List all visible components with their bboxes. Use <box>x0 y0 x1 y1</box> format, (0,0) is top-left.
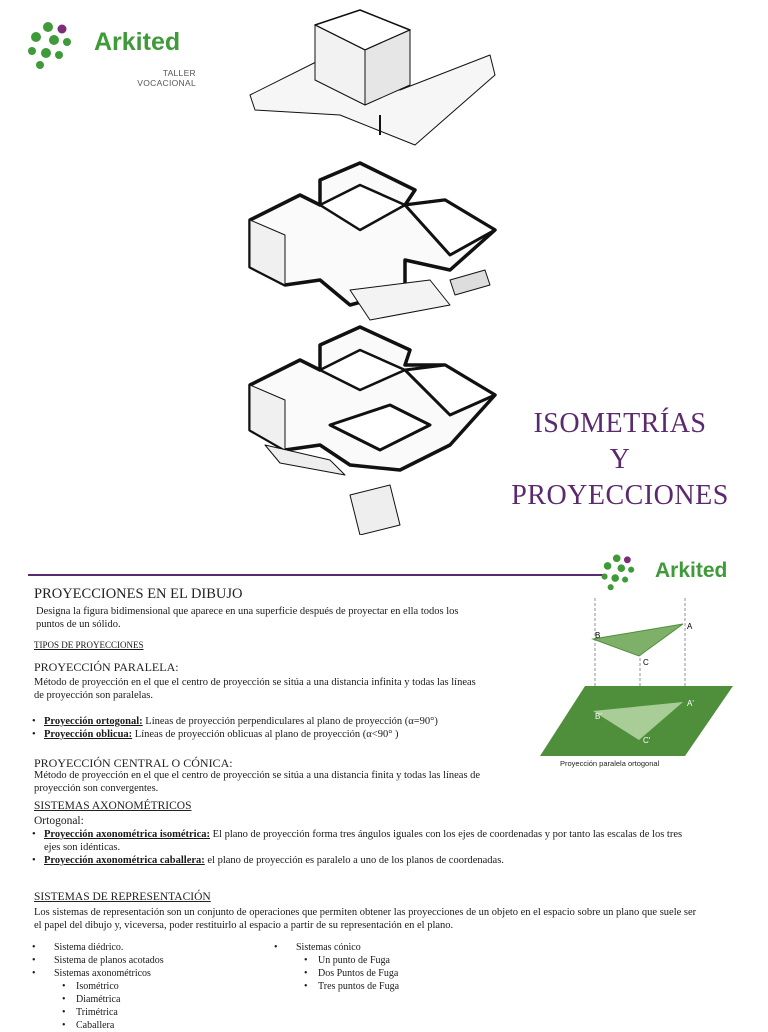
ground-floor-level <box>250 327 495 535</box>
list-item: • Sistemas cónico <box>270 941 500 954</box>
rep-list-right <box>270 941 500 993</box>
term-text: El plano de proyección forma tres ángulos iguales con los ejes de coordenadas y por tanto las escalas de los tres <box>210 829 683 840</box>
term-label: Proyección oblicua: <box>44 729 133 740</box>
upper-floor-level <box>250 163 495 320</box>
cover-logo <box>26 20 201 90</box>
term-label: Proyección axonométrica isométrica: <box>44 829 210 840</box>
text-line: de proyección son paralelas. <box>34 690 153 701</box>
list-item <box>28 728 508 741</box>
label-c-prime: C' <box>643 736 651 745</box>
list-item <box>28 715 508 728</box>
isometric-house-illustration <box>240 5 500 535</box>
title-line-2: Y <box>609 444 631 475</box>
text-line: el papel del dibujo y, viceversa, poder restituirlo al espacio a partir de su representación en el plano. <box>34 920 454 931</box>
title-line-3: PROYECCIONES <box>511 480 729 511</box>
text-line: proyección son convergentes. <box>34 783 159 794</box>
section-divider <box>28 574 603 576</box>
title-line-1: ISOMETRÍAS <box>533 408 707 439</box>
page2-logo <box>600 553 750 593</box>
list-item: • Isométrico <box>58 980 258 993</box>
label-a: A <box>687 622 693 631</box>
paralela-heading: PROYECCIÓN PARALELA: <box>34 660 179 674</box>
brand-name: Arkited <box>94 28 181 56</box>
term-text: Líneas de proyección perpendiculares al plano de proyección (α=90°) <box>142 716 438 727</box>
text-line: puntos de un sólido. <box>36 619 121 630</box>
arkited-logo-icon <box>26 20 76 70</box>
cover-title <box>500 406 740 514</box>
term-label: Proyección axonométrica caballera: <box>44 855 205 866</box>
text-line: Método de proyección en el que el centro de proyección se sitúa a una distancia infinita y todas las líneas <box>34 677 476 688</box>
list-item: • Diamétrica <box>58 993 258 1006</box>
axono-list <box>28 828 740 867</box>
list-item: • Sistema de planos acotados <box>28 954 258 967</box>
text-line: Designa la figura bidimensional que aparece en una superficie después de proyectar en ella todos los <box>36 606 459 617</box>
label-b: B <box>595 631 601 640</box>
rep-text <box>34 906 750 932</box>
term-text: Líneas de proyección oblicuas al plano de proyección (α<90° ) <box>132 729 399 740</box>
brand-name: Arkited <box>655 559 728 582</box>
subtitle-line: TALLER <box>162 68 196 78</box>
tipos-heading: TIPOS DE PROYECCIONES <box>34 640 144 650</box>
term-label: Proyección ortogonal: <box>44 716 143 727</box>
text-line: Los sistemas de representación son un conjunto de operaciones que permiten obtener las proyecciones de un objeto en el espacio sobre un plano que suele ser <box>34 907 697 918</box>
list-item: • Un punto de Fuga <box>300 954 500 967</box>
list-item: • Sistema diédrico. <box>28 941 258 954</box>
diagram-caption: Proyección paralela ortogonal <box>560 759 660 768</box>
central-heading: PROYECCIÓN CENTRAL O CÓNICA: <box>34 756 233 770</box>
axono-heading: SISTEMAS AXONOMÉTRICOS <box>34 800 192 812</box>
label-b-prime: B' <box>595 712 602 721</box>
subtitle-line: VOCACIONAL <box>137 78 196 88</box>
list-item <box>28 854 740 867</box>
list-item: • Trimétrica <box>58 1006 258 1019</box>
label-a-prime: A' <box>687 699 694 708</box>
text-line: Método de proyección en el que el centro de proyección se sitúa a una distancia finita y todas las líneas de <box>34 770 481 781</box>
list-item: • Caballera <box>58 1019 258 1032</box>
source-triangle <box>593 624 683 656</box>
paralela-list <box>28 715 508 741</box>
term-text: el plano de proyección es paralelo a uno de los planos de coordenadas. <box>204 855 504 866</box>
roof-level <box>250 10 495 145</box>
term-text: ejes son idénticas. <box>44 842 121 853</box>
intro-text <box>36 605 506 631</box>
rep-heading: SISTEMAS DE REPRESENTACIÓN <box>34 891 211 903</box>
list-item <box>28 828 740 854</box>
label-c: C <box>643 658 649 667</box>
arkited-logo-icon <box>600 553 638 591</box>
rep-list-left <box>28 941 258 1032</box>
brand-subtitle <box>116 68 196 88</box>
list-item: • Dos Puntos de Fuga <box>300 967 500 980</box>
section-heading: PROYECCIONES EN EL DIBUJO <box>34 586 243 602</box>
list-item: • Tres puntos de Fuga <box>300 980 500 993</box>
parallel-projection-diagram <box>535 598 735 770</box>
axono-subheading: Ortogonal: <box>34 815 84 827</box>
central-text <box>34 769 514 795</box>
paralela-text <box>34 676 514 702</box>
list-item: • Sistemas axonométricos <box>28 967 258 980</box>
